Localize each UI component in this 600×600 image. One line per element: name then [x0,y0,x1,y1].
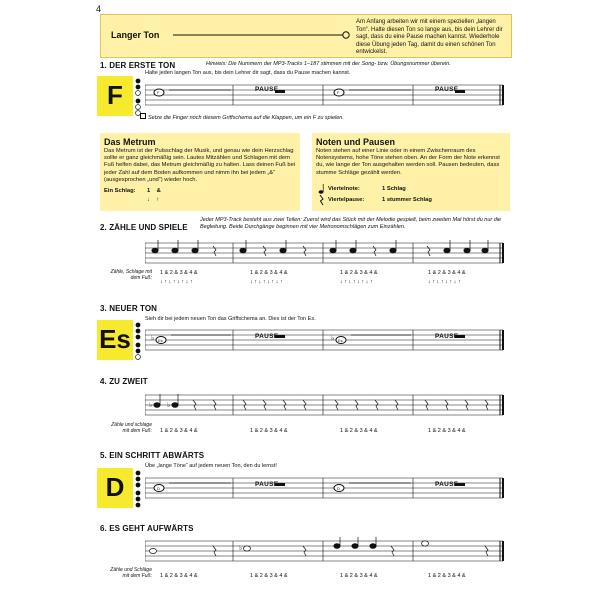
ex2-arrows-3: ↓ ↑ ↓ ↑ ↓ ↑ ↓ ↑ [340,279,373,285]
ex3-note-letter: Es [97,320,133,360]
ex2-staff [145,238,505,268]
long-tone-title: Langer Ton [111,30,160,40]
ex5-fingering-chart [133,468,143,510]
ex3-instruction: Sieh dir bei jedem neuen Ton das Griffschema an. Dies ist der Ton Es. [145,316,316,322]
ex3-note-head-label: Es [158,338,163,343]
svg-text:♭: ♭ [331,334,335,342]
ex6-count-label: Zähle und Schläge mit dem Fuß: [110,567,152,579]
quarter-rest-label: Viertelpause: [328,197,365,203]
quarter-note-value: 1 Schlag [382,186,406,192]
ex5-pause-1: PAUSE [255,481,279,488]
metrum-beat-count: 1 & [147,188,161,194]
long-tone-box [100,14,512,58]
ex1-fingering-tip-text: Setze die Finger noch diesem Griffschema auf die Klappen, um ein F zu spielen. [148,115,344,121]
ex5-staff [145,473,505,503]
ex6-counts-4: 1 & 2 & 3 & 4 & [428,573,466,579]
notes-pauses-text: Noten stehen auf einer Linie oder in einem Zwischenraum des Notensystems, hohe Töne stehen oben. An der Form der Note erkennst du, wie lange der Ton ausgehalten werden soll. Pausen bedeuten, dass stumme Schläge gezählt werden. [316,148,500,176]
metrum-box [100,133,300,211]
ex4-title: 4. ZU ZWEIT [100,377,148,386]
ex4-counts-3: 1 & 2 & 3 & 4 & [340,428,378,434]
long-tone-text: Am Anfang arbeiten wir mit einem speziellen „langen Ton“. Halte diesen Ton so lange aus, bis dein Lehrer dir sagt, dass du eine Pause machen kannst. Wiederhole diese Übung jeden Tag, damit du einen schönen Ton entwickelst. [356,19,503,55]
ex2-arrows-1: ↓ ↑ ↓ ↑ ↓ ↑ ↓ ↑ [160,279,193,285]
ex3-pause-1: PAUSE [255,333,279,340]
ex5-title: 5. EIN SCHRITT ABWÄRTS [100,451,205,460]
ex6-staff [145,536,505,566]
ex1-fingering-tip [140,113,344,122]
ex2-count-label: Zähle, Schlage mit dem Fuß: [110,269,152,281]
ex3-note-head-label-2: Es [338,338,343,343]
ex1-pause-2: PAUSE [435,86,459,93]
ex4-staff [145,390,505,420]
ex6-counts-2: 1 & 2 & 3 & 4 & [250,573,288,579]
ex2-counts-1: 1 & 2 & 3 & 4 & [160,270,198,276]
ex6-counts-1: 1 & 2 & 3 & 4 & [160,573,198,579]
ex3-pause-2: PAUSE [435,333,459,340]
notes-pauses-box [312,133,510,211]
ex3-staff [145,325,505,355]
ex1-note-letter: F [97,76,133,116]
ex4-counts-2: 1 & 2 & 3 & 4 & [250,428,288,434]
ex1-staff [145,80,505,110]
ex4-counts-4: 1 & 2 & 3 & 4 & [428,428,466,434]
notes-pauses-title: Noten und Pausen [316,137,396,147]
metrum-text: Das Metrum ist der Pulsschlag der Musik, und genau wie dein Herzschlag sollte er ganz gleichmäßig sein. Lautes Mitzählen und Schlagen mit dem Fuß helfen dabei, das Metrum gleichmäßig zu halten. Lass deinen Fuß bei jeder Zahl auf dem Boden aufkommen und nimm ihn bei jedem „&“ (ausgesprochen „und“) wieder hoch. [104,148,296,183]
ex1-title: 1. DER ERSTE TON [100,61,176,70]
ex1-instruction: Halte jeden langen Ton aus, bis dein Lehrer dir sagt, dass du Pause machen kannst. [145,70,351,76]
ex5-instruction: Übe „lange Töne“ auf jedem neuen Ton, den du lernst! [145,463,277,469]
ex4-count-label: Zähle und schlage mit dem Fuß: [111,422,152,434]
svg-text:♭: ♭ [151,334,155,342]
ex2-desc: Jeder MP3-Track besteht aus zwei Teilen: Zuerst wird das Stück mit der Melodie gespielt, beim zweiten Mal hörst du nur die Begleitung. Beide Durchgänge beginnen mit vier Metronomschlägen zum Einzählen. [200,217,502,230]
ex1-pause-1: PAUSE [255,86,279,93]
metrum-title: Das Metrum [104,137,156,147]
ex2-counts-2: 1 & 2 & 3 & 4 & [250,270,288,276]
ex2-arrows-2: ↓ ↑ ↓ ↑ ↓ ↑ ↓ ↑ [250,279,283,285]
ex5-note-head-label-2: D [337,486,340,491]
ex3-fingering-chart [133,320,143,362]
page-number: 4 [96,4,102,14]
ex2-arrows-4: ↓ ↑ ↓ ↑ ↓ ↑ ↓ ↑ [428,279,461,285]
ex1-note-head-label: F [157,90,160,95]
quarter-note-label: Viertelnote: [328,186,360,192]
ex4-counts-1: 1 & 2 & 3 & 4 & [160,428,198,434]
ex5-pause-2: PAUSE [435,481,459,488]
ex3-title: 3. NEUER TON [100,304,158,313]
ex1-fingering-chart [133,76,143,118]
ex1-hint: Hinweis: Die Nummern der MP3-Tracks 1–187 stimmen mit der Song- bzw. Übungsnummer überein. [206,61,451,67]
metrum-beat-label: Ein Schlag: [104,188,136,194]
ex6-counts-3: 1 & 2 & 3 & 4 & [340,573,378,579]
quarter-rest-value: 1 stummer Schlag [382,197,432,203]
ex2-title: 2. ZÄHLE UND SPIELE [100,223,188,232]
ex6-title: 6. ES GEHT AUFWÄRTS [100,524,194,533]
ex1-note-head-label-2: F [337,90,340,95]
tip-square-icon [140,113,146,119]
ex2-counts-3: 1 & 2 & 3 & 4 & [340,270,378,276]
svg-text:♭: ♭ [167,401,171,409]
ex5-note-head-label: D [157,486,160,491]
long-tone-arrow-icon [171,29,351,41]
ex2-counts-4: 1 & 2 & 3 & 4 & [428,270,466,276]
svg-text:♭: ♭ [239,544,243,552]
ex5-note-letter: D [97,468,133,508]
metrum-beat-arrows: ↓ ↑ [147,197,160,203]
quarter-rest-icon [319,194,325,206]
svg-text:♭: ♭ [149,401,153,409]
